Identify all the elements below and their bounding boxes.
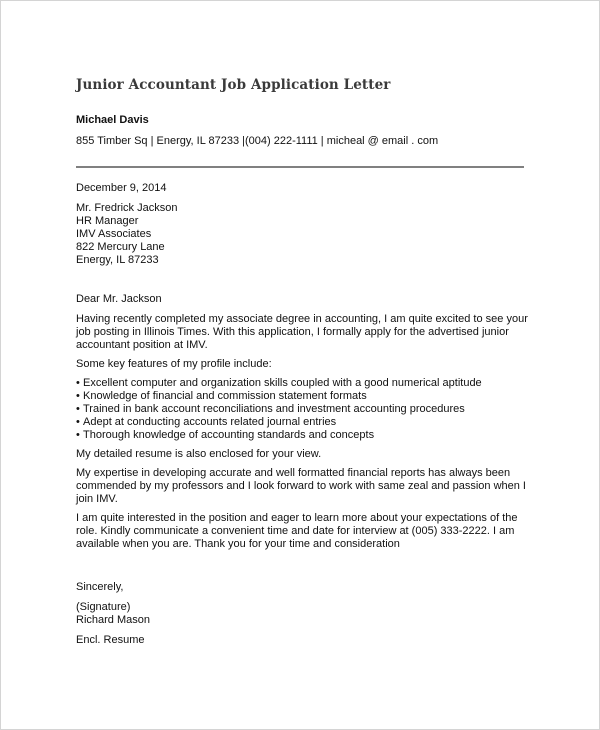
letter-date: December 9, 2014	[76, 182, 167, 194]
document-title: Junior Accountant Job Application Letter	[76, 77, 391, 93]
feature-text: Trained in bank account reconciliations and investment accounting procedures	[83, 403, 465, 415]
recipient-name: Mr. Fredrick Jackson	[76, 202, 178, 214]
bullet-icon: •	[76, 429, 80, 441]
bullet-icon: •	[76, 416, 80, 428]
letter-body	[76, 313, 528, 557]
features-intro: Some key features of my profile include:	[76, 358, 272, 370]
list-item	[76, 416, 528, 429]
signer-name: Richard Mason	[76, 614, 150, 626]
feature-text: Adept at conducting accounts related journal entries	[83, 416, 337, 428]
recipient-company: IMV Associates	[76, 228, 152, 240]
resume-paragraph: My detailed resume is also enclosed for your view.	[76, 448, 322, 460]
sender-contact: 855 Timber Sq | Energy, IL 87233 |(004) 222-1111 | micheal @ email . com	[76, 135, 439, 147]
bullet-icon: •	[76, 403, 80, 415]
bullet-icon: •	[76, 390, 80, 402]
recipient-address	[76, 202, 177, 267]
list-item	[76, 377, 528, 390]
feature-text: Excellent computer and organization skills coupled with a good numerical aptitude	[83, 377, 482, 389]
signature-placeholder: (Signature)	[76, 601, 131, 613]
features-list	[76, 377, 528, 442]
recipient-street: 822 Mercury Lane	[76, 241, 165, 253]
closing-paragraph: I am quite interested in the position and eager to learn more about your expectations of the role. Kindly communicate a convenient time and date for interview at (005) 333-2222. I am available when you are. Thank you for your time and consideration	[76, 512, 518, 550]
list-item	[76, 429, 528, 442]
list-item	[76, 390, 528, 403]
feature-text: Thorough knowledge of accounting standards and concepts	[83, 429, 375, 441]
feature-text: Knowledge of financial and commission statement formats	[83, 390, 367, 402]
header-divider	[76, 166, 524, 168]
intro-paragraph: Having recently completed my associate degree in accounting, I am quite excited to see your job posting in Illinois Times. With this application, I formally apply for the advertised junior accountant position at IMV.	[76, 313, 528, 351]
recipient-city: Energy, IL 87233	[76, 254, 159, 266]
signature-block	[76, 601, 150, 627]
sender-name: Michael Davis	[76, 114, 149, 126]
enclosure-note: Encl. Resume	[76, 634, 145, 646]
recipient-title: HR Manager	[76, 215, 139, 227]
closing-phrase: Sincerely,	[76, 581, 124, 593]
expertise-paragraph: My expertise in developing accurate and well formatted financial reports has always been commended by my professors and I look forward to work with same zeal and passion when I join IMV.	[76, 467, 526, 505]
bullet-icon: •	[76, 377, 80, 389]
list-item	[76, 403, 528, 416]
salutation: Dear Mr. Jackson	[76, 293, 162, 305]
